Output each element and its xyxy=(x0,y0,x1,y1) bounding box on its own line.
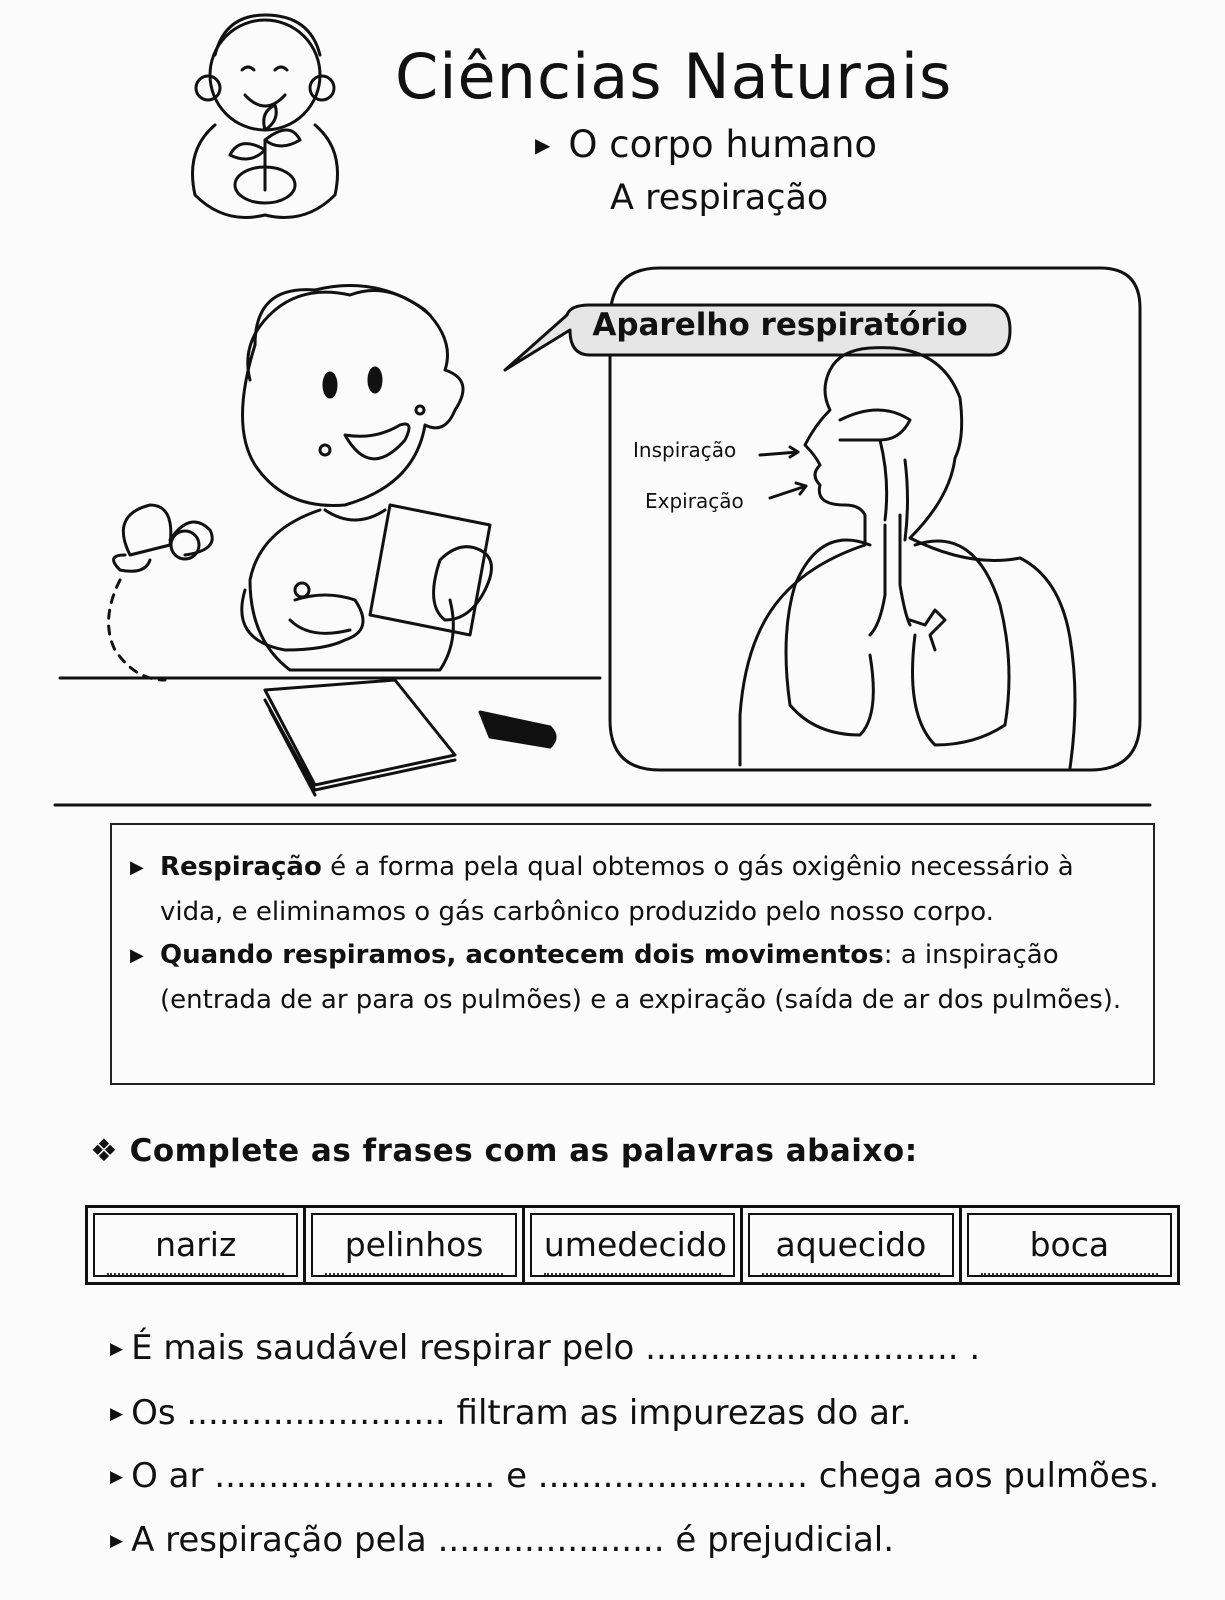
sentence-text: A respiração pela ..................... é prejudicial. xyxy=(131,1520,895,1560)
fill-in-sentence-2 xyxy=(110,1393,912,1433)
bullet-triangle-icon: ▶ xyxy=(130,945,144,966)
info-p2-text: : a inspiração (entrada de ar para os pulmões) e a expiração (saída de ar dos pulmões). xyxy=(160,940,1122,1015)
word-box xyxy=(962,1208,1177,1282)
label-expiration: Expiração xyxy=(645,489,744,513)
instruction-text: Complete as frases com as palavras abaixo: xyxy=(129,1133,918,1169)
page-subtitle xyxy=(535,123,877,166)
sentence-text: É mais saudável respirar pelo ............................. . xyxy=(131,1328,981,1368)
boy-with-plant-icon xyxy=(193,15,338,218)
word-boca: boca xyxy=(981,1227,1158,1275)
boy-with-book-icon xyxy=(55,286,1150,806)
exercise-instruction xyxy=(90,1133,918,1169)
subtitle-text: O corpo humano xyxy=(568,123,878,166)
info-p1-bold: Respiração xyxy=(160,852,322,882)
word-box xyxy=(743,1208,961,1282)
bullet-triangle-icon: ▶ xyxy=(110,1339,124,1359)
word-box xyxy=(525,1208,743,1282)
word-box xyxy=(306,1208,524,1282)
fill-in-sentence-3 xyxy=(110,1456,1159,1496)
bullet-triangle-icon: ▶ xyxy=(110,1404,124,1424)
label-inspiration: Inspiração xyxy=(633,438,737,462)
word-aquecido: aquecido xyxy=(762,1227,939,1275)
word-box xyxy=(88,1208,306,1282)
bullet-triangle-icon: ▶ xyxy=(110,1531,124,1551)
speech-bubble-label: Aparelho respiratório xyxy=(592,307,968,343)
info-p2-bold: Quando respiramos, acontecem dois movimentos xyxy=(160,940,884,970)
sentence-text: O ar .......................... e ......................... chega aos pulmões. xyxy=(131,1456,1160,1496)
sentence-text: Os ........................ filtram as impurezas do ar. xyxy=(131,1393,912,1433)
diamond-bullet-icon: ❖ xyxy=(90,1133,119,1169)
info-p1-text: é a forma pela qual obtemos o gás oxigênio necessário à vida, e eliminamos o gás carbônico produzido pelo nosso corpo. xyxy=(160,852,1074,927)
info-box xyxy=(110,823,1155,1085)
respiratory-system-icon xyxy=(740,348,1075,768)
word-nariz: nariz xyxy=(107,1227,284,1275)
page-topic: A respiração xyxy=(610,178,829,218)
bullet-triangle-icon: ▶ xyxy=(110,1467,124,1487)
word-umedecido: umedecido xyxy=(544,1227,721,1275)
info-paragraph-1 xyxy=(130,845,1133,935)
info-paragraph-2 xyxy=(130,933,1133,1023)
bullet-triangle-icon: ▶ xyxy=(130,857,144,878)
fill-in-sentence-4 xyxy=(110,1520,894,1560)
fill-in-sentence-1 xyxy=(110,1328,980,1368)
word-bank xyxy=(85,1205,1180,1285)
page-title: Ciências Naturais xyxy=(395,40,953,113)
bullet-triangle-icon: ▶ xyxy=(535,133,551,157)
word-pelinhos: pelinhos xyxy=(325,1227,502,1275)
